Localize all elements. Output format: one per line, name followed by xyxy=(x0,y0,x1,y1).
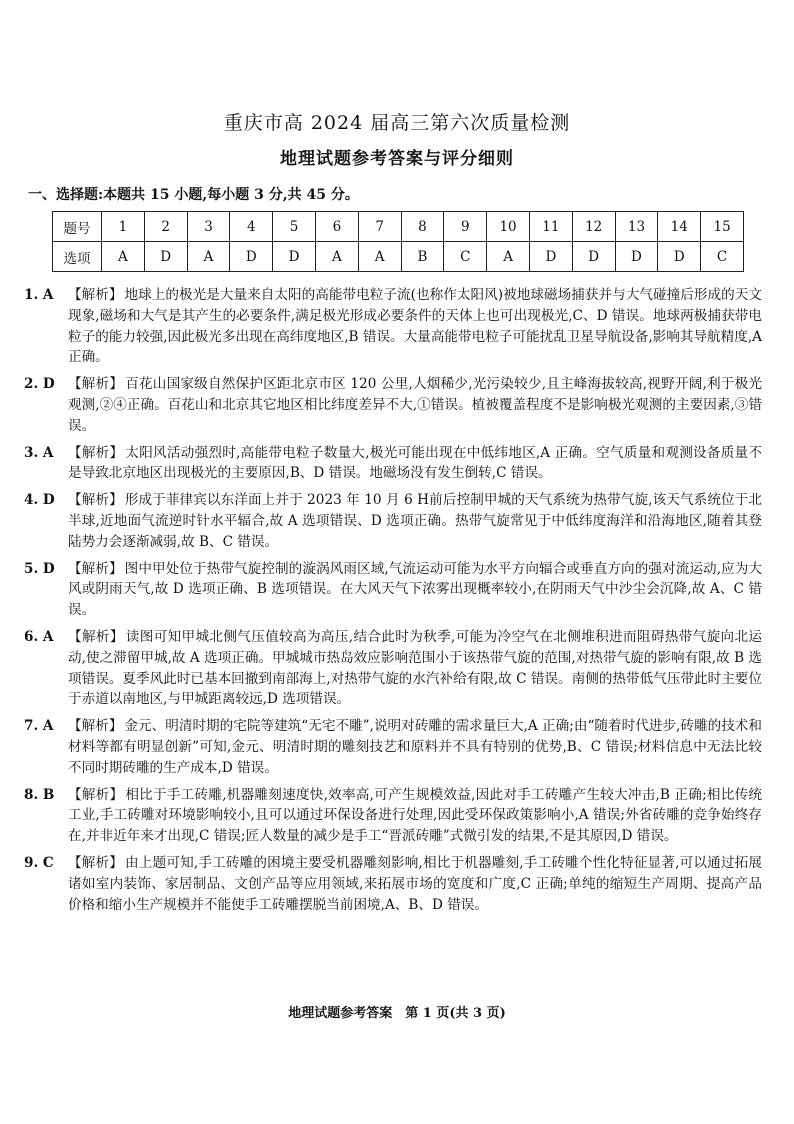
question-number-cell: 8 xyxy=(401,212,444,242)
answer-cell: D xyxy=(529,242,572,272)
section-heading: 一、选择题:本题共 15 小题,每小题 3 分,共 45 分。 xyxy=(28,187,359,203)
answer-cell: C xyxy=(701,242,744,272)
analysis-text: 百花山国家级自然保护区距北京市区 120 公里,人烟稀少,光污染较少,且主峰海拔较高,视野开阔,利于极光观测,②④正确。百花山和北京其它地区相比纬度差异不大,①错误。植被覆盖程度不是影响极光观测的主要因素,③错误。 xyxy=(68,376,762,434)
question-number-cell: 14 xyxy=(658,212,701,242)
question-number-cell: 6 xyxy=(315,212,358,242)
page-subtitle: 地理试题参考答案与评分细则 xyxy=(280,149,514,169)
analysis-text: 图中甲处位于热带气旋控制的漩涡风雨区域,气流运动可能为水平方向辐合或垂直方向的强对流运动,应为大风或阴雨天气,故 D 选项正确、B 选项错误。在大风天气下浓雾出现概率较小,在阴雨天气中沙尘会沉降,故 A、C 错误。 xyxy=(68,560,763,619)
row-label-answer: 选项 xyxy=(53,242,102,272)
answer-cell: B xyxy=(401,242,444,272)
item-number: 8. B xyxy=(24,786,55,803)
item-number: 3. A xyxy=(24,444,54,461)
explanation-item xyxy=(24,559,762,621)
explanation-item xyxy=(24,716,762,778)
analysis-tag: 【解析】 xyxy=(68,287,123,303)
answer-cell: D xyxy=(615,242,658,272)
item-number: 1. A xyxy=(24,287,54,303)
item-number: 6. A xyxy=(24,628,54,645)
analysis-tag: 【解析】 xyxy=(68,854,124,871)
explanation-item xyxy=(24,785,762,847)
item-number: 7. A xyxy=(24,718,54,735)
analysis-tag: 【解析】 xyxy=(68,560,123,577)
answer-table xyxy=(52,211,744,272)
explanation-item xyxy=(24,853,762,915)
analysis-tag: 【解析】 xyxy=(68,492,123,509)
answer-cell: A xyxy=(487,242,530,272)
question-number-cell: 12 xyxy=(572,212,615,242)
explanation-item xyxy=(24,490,762,552)
analysis-text: 读图可知甲城北侧气压值较高为高压,结合此时为秋季,可能为冷空气在北侧堆积进而阻碍热带气旋向北运动,使之滞留甲城,故 A 选项正确。甲城城市热岛效应影响范围小于该热带气旋的范围,对热带气旋的影响有限,故 B 选项错误。夏季风此时已基本回撤到南部海上,对热带气旋的水汽补给有限,故 C 错误。南侧的热带低气压带此时主要位于赤道以南地区,与甲城距离较远,D 选项错误。 xyxy=(68,628,763,708)
analysis-tag: 【解析】 xyxy=(68,786,124,803)
answer-cell: D xyxy=(572,242,615,272)
analysis-tag: 【解析】 xyxy=(68,628,124,645)
question-number-cell: 11 xyxy=(529,212,572,242)
analysis-tag: 【解析】 xyxy=(68,376,124,393)
question-number-cell: 3 xyxy=(187,212,230,242)
answer-cell: D xyxy=(230,242,273,272)
question-number-cell: 7 xyxy=(358,212,401,242)
question-number-cell: 13 xyxy=(615,212,658,242)
question-number-cell: 1 xyxy=(102,212,145,242)
page-footer: 地理试题参考答案 第 1 页(共 3 页) xyxy=(288,1006,506,1021)
answer-cell: A xyxy=(102,242,145,272)
question-number-cell: 4 xyxy=(230,212,273,242)
analysis-text: 形成于菲律宾以东洋面上并于 2023 年 10 月 6 H前后控制甲城的天气系统为热带气旋,该天气系统位于北半球,近地面气流逆时针水平辐合,故 A 选项错误、D 选项正确。热带气旋常见于中低纬度海洋和沿海地区,随着其登陆势力会逐渐减弱,故 B、C 错误。 xyxy=(68,492,763,550)
row-label-number: 题号 xyxy=(53,212,102,242)
answer-table-answer-row xyxy=(53,242,744,272)
analysis-text: 金元、明清时期的宅院等建筑“无宅不雕”,说明对砖雕的需求量巨大,A 正确;由“随着时代进步,砖雕的技术和材料等都有明显创新”可知,金元、明清时期的雕刻技艺和原料并不具有特别的优势,B、C 错误;材料信息中无法比较不同时期砖雕的生产成本,D 错误。 xyxy=(68,718,762,776)
answer-cell: D xyxy=(273,242,316,272)
analysis-text: 由上题可知,手工砖雕的困境主要受机器雕刻影响,相比于机器雕刻,手工砖雕个性化特征显著,可以通过拓展诸如室内装饰、家居制品、文创产品等应用领域,来拓展市场的宽度和广度,C 正确;单纯的缩短生产周期、提高产品价格和缩小生产规模并不能使手工砖雕摆脱当前困境,A、B、D 错误。 xyxy=(68,854,763,913)
answer-cell: D xyxy=(658,242,701,272)
analysis-text: 太阳风活动强烈时,高能带电粒子数量大,极光可能出现在中低纬地区,A 正确。空气质量和观测设备质量不是导致北京地区出现极光的主要原因,B、D 错误。地磁场没有发生倒转,C 错误。 xyxy=(68,444,762,482)
item-number: 9. C xyxy=(24,854,54,871)
answer-cell: D xyxy=(144,242,187,272)
item-number: 4. D xyxy=(24,492,55,509)
question-number-cell: 9 xyxy=(444,212,487,242)
analysis-tag: 【解析】 xyxy=(68,718,123,735)
analysis-tag: 【解析】 xyxy=(68,444,124,461)
question-number-cell: 2 xyxy=(144,212,187,242)
answer-cell: A xyxy=(315,242,358,272)
explanation-list xyxy=(24,285,762,921)
question-number-cell: 10 xyxy=(487,212,530,242)
explanation-item xyxy=(24,443,762,485)
question-number-cell: 15 xyxy=(701,212,744,242)
analysis-text: 地球上的极光是大量来自太阳的高能带电粒子流(也称作太阳风)被地球磁场捕获并与大气碰撞后形成的天文现象,磁场和大气是其产生的必要条件,满足极光形成必要条件的天体上也可出现极光,C、D 错误。地球两极捕获带电粒子的能力较强,因此极光多出现在高纬度地区,B 错误。大量高能带电粒子可能扰乱卫星导航设备,影响其导航精度,A 正确。 xyxy=(68,287,763,366)
item-number: 5. D xyxy=(24,560,55,577)
answer-cell: A xyxy=(358,242,401,272)
item-number: 2. D xyxy=(24,376,55,393)
answer-table-number-row xyxy=(53,212,744,242)
question-number-cell: 5 xyxy=(273,212,316,242)
analysis-text: 相比于手工砖雕,机器雕刻速度快,效率高,可产生规模效益,因此对手工砖雕产生较大冲击,B 正确;相比传统工业,手工砖雕对环境影响较小,且可以通过环保设备进行处理,因此受环保政策影响小,A 错误;外省砖雕的竞争始终存在,并非近年来才出现,C 错误;匠人数量的减少是手工“晋派砖雕”式微引发的结果,不是其原因,D 错误。 xyxy=(68,786,762,845)
explanation-item xyxy=(24,374,762,436)
explanation-item xyxy=(24,285,762,368)
answer-cell: C xyxy=(444,242,487,272)
answer-cell: A xyxy=(187,242,230,272)
explanation-item xyxy=(24,627,762,710)
page-title: 重庆市高 2024 届高三第六次质量检测 xyxy=(223,112,571,134)
